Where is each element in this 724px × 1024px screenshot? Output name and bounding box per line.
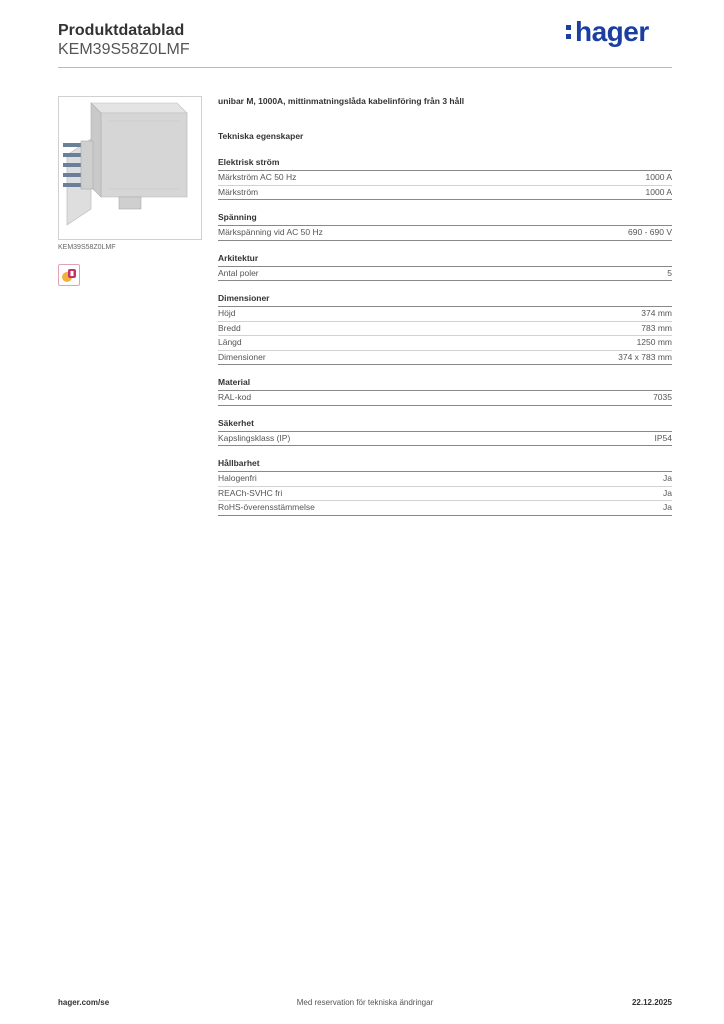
spec-row bbox=[218, 351, 672, 366]
spec-section bbox=[218, 377, 672, 406]
spec-section-title: Spänning bbox=[218, 212, 672, 226]
spec-label: Kapslingsklass (IP) bbox=[218, 432, 291, 443]
spec-row bbox=[218, 432, 672, 447]
eco-label-icon bbox=[58, 264, 80, 286]
spec-value: 374 mm bbox=[641, 308, 672, 318]
spec-row bbox=[218, 336, 672, 351]
spec-section bbox=[218, 253, 672, 282]
spec-label: Märkspänning vid AC 50 Hz bbox=[218, 227, 323, 237]
spec-value: 5 bbox=[667, 267, 672, 278]
spec-row bbox=[218, 501, 672, 516]
spec-row bbox=[218, 226, 672, 241]
image-caption: KEM39S58Z0LMF bbox=[58, 244, 116, 251]
spec-section-title: Dimensioner bbox=[218, 293, 672, 307]
logo-dots-icon bbox=[566, 25, 573, 43]
product-details bbox=[218, 96, 672, 516]
spec-section bbox=[218, 212, 672, 241]
page-header bbox=[58, 22, 190, 59]
spec-label: Märkström bbox=[218, 186, 259, 197]
spec-value: Ja bbox=[663, 487, 672, 498]
spec-value: 7035 bbox=[653, 392, 672, 402]
header-divider bbox=[58, 67, 672, 68]
spec-label: Halogenfri bbox=[218, 473, 257, 483]
busbar-tap-box-icon bbox=[59, 97, 201, 239]
spec-section-title: Material bbox=[218, 377, 672, 391]
spec-value: 1000 A bbox=[645, 186, 672, 197]
spec-row bbox=[218, 472, 672, 487]
spec-label: Längd bbox=[218, 337, 242, 347]
spec-section-title: Arkitektur bbox=[218, 253, 672, 267]
spec-label: Höjd bbox=[218, 308, 236, 318]
spec-value: 690 - 690 V bbox=[628, 227, 672, 237]
hager-logo bbox=[566, 16, 649, 48]
spec-value: 374 x 783 mm bbox=[618, 351, 672, 362]
tech-specs-heading: Tekniska egenskaper bbox=[218, 131, 304, 141]
spec-label: RoHS-överensstämmelse bbox=[218, 502, 315, 512]
spec-label: Antal poler bbox=[218, 267, 259, 278]
spec-value: Ja bbox=[663, 473, 672, 483]
spec-row bbox=[218, 487, 672, 502]
spec-label: Dimensioner bbox=[218, 351, 266, 362]
product-description: unibar M, 1000A, mittinmatningslåda kabelinföring från 3 håll bbox=[218, 96, 465, 106]
spec-sections bbox=[218, 157, 672, 516]
product-code: KEM39S58Z0LMF bbox=[58, 41, 190, 58]
spec-section-title: Elektrisk ström bbox=[218, 157, 672, 171]
spec-section bbox=[218, 418, 672, 447]
footer-date: 22.12.2025 bbox=[631, 998, 672, 1007]
spec-row bbox=[218, 307, 672, 322]
spec-label: REACh-SVHC fri bbox=[218, 487, 283, 498]
spec-label: Bredd bbox=[218, 322, 241, 333]
page-title: Produktdatablad bbox=[58, 22, 185, 39]
spec-row bbox=[218, 171, 672, 186]
spec-section bbox=[218, 293, 672, 365]
spec-value: 783 mm bbox=[641, 322, 672, 333]
spec-label: RAL-kod bbox=[218, 392, 252, 402]
spec-section-title: Hållbarhet bbox=[218, 458, 672, 472]
spec-value: 1250 mm bbox=[636, 337, 672, 347]
spec-row bbox=[218, 267, 672, 282]
spec-row bbox=[218, 322, 672, 337]
spec-row bbox=[218, 186, 672, 201]
footer-disclaimer: Med reservation för tekniska ändringar bbox=[296, 998, 434, 1007]
spec-value: IP54 bbox=[654, 432, 672, 443]
product-image bbox=[58, 96, 202, 240]
logo-text: hager bbox=[575, 16, 649, 47]
spec-value: Ja bbox=[663, 502, 672, 512]
spec-section bbox=[218, 458, 672, 516]
spec-value: 1000 A bbox=[645, 172, 672, 182]
spec-row bbox=[218, 391, 672, 406]
spec-label: Märkström AC 50 Hz bbox=[218, 172, 297, 182]
spec-section-title: Säkerhet bbox=[218, 418, 672, 432]
spec-section bbox=[218, 157, 672, 200]
footer-website: hager.com/se bbox=[58, 998, 110, 1007]
